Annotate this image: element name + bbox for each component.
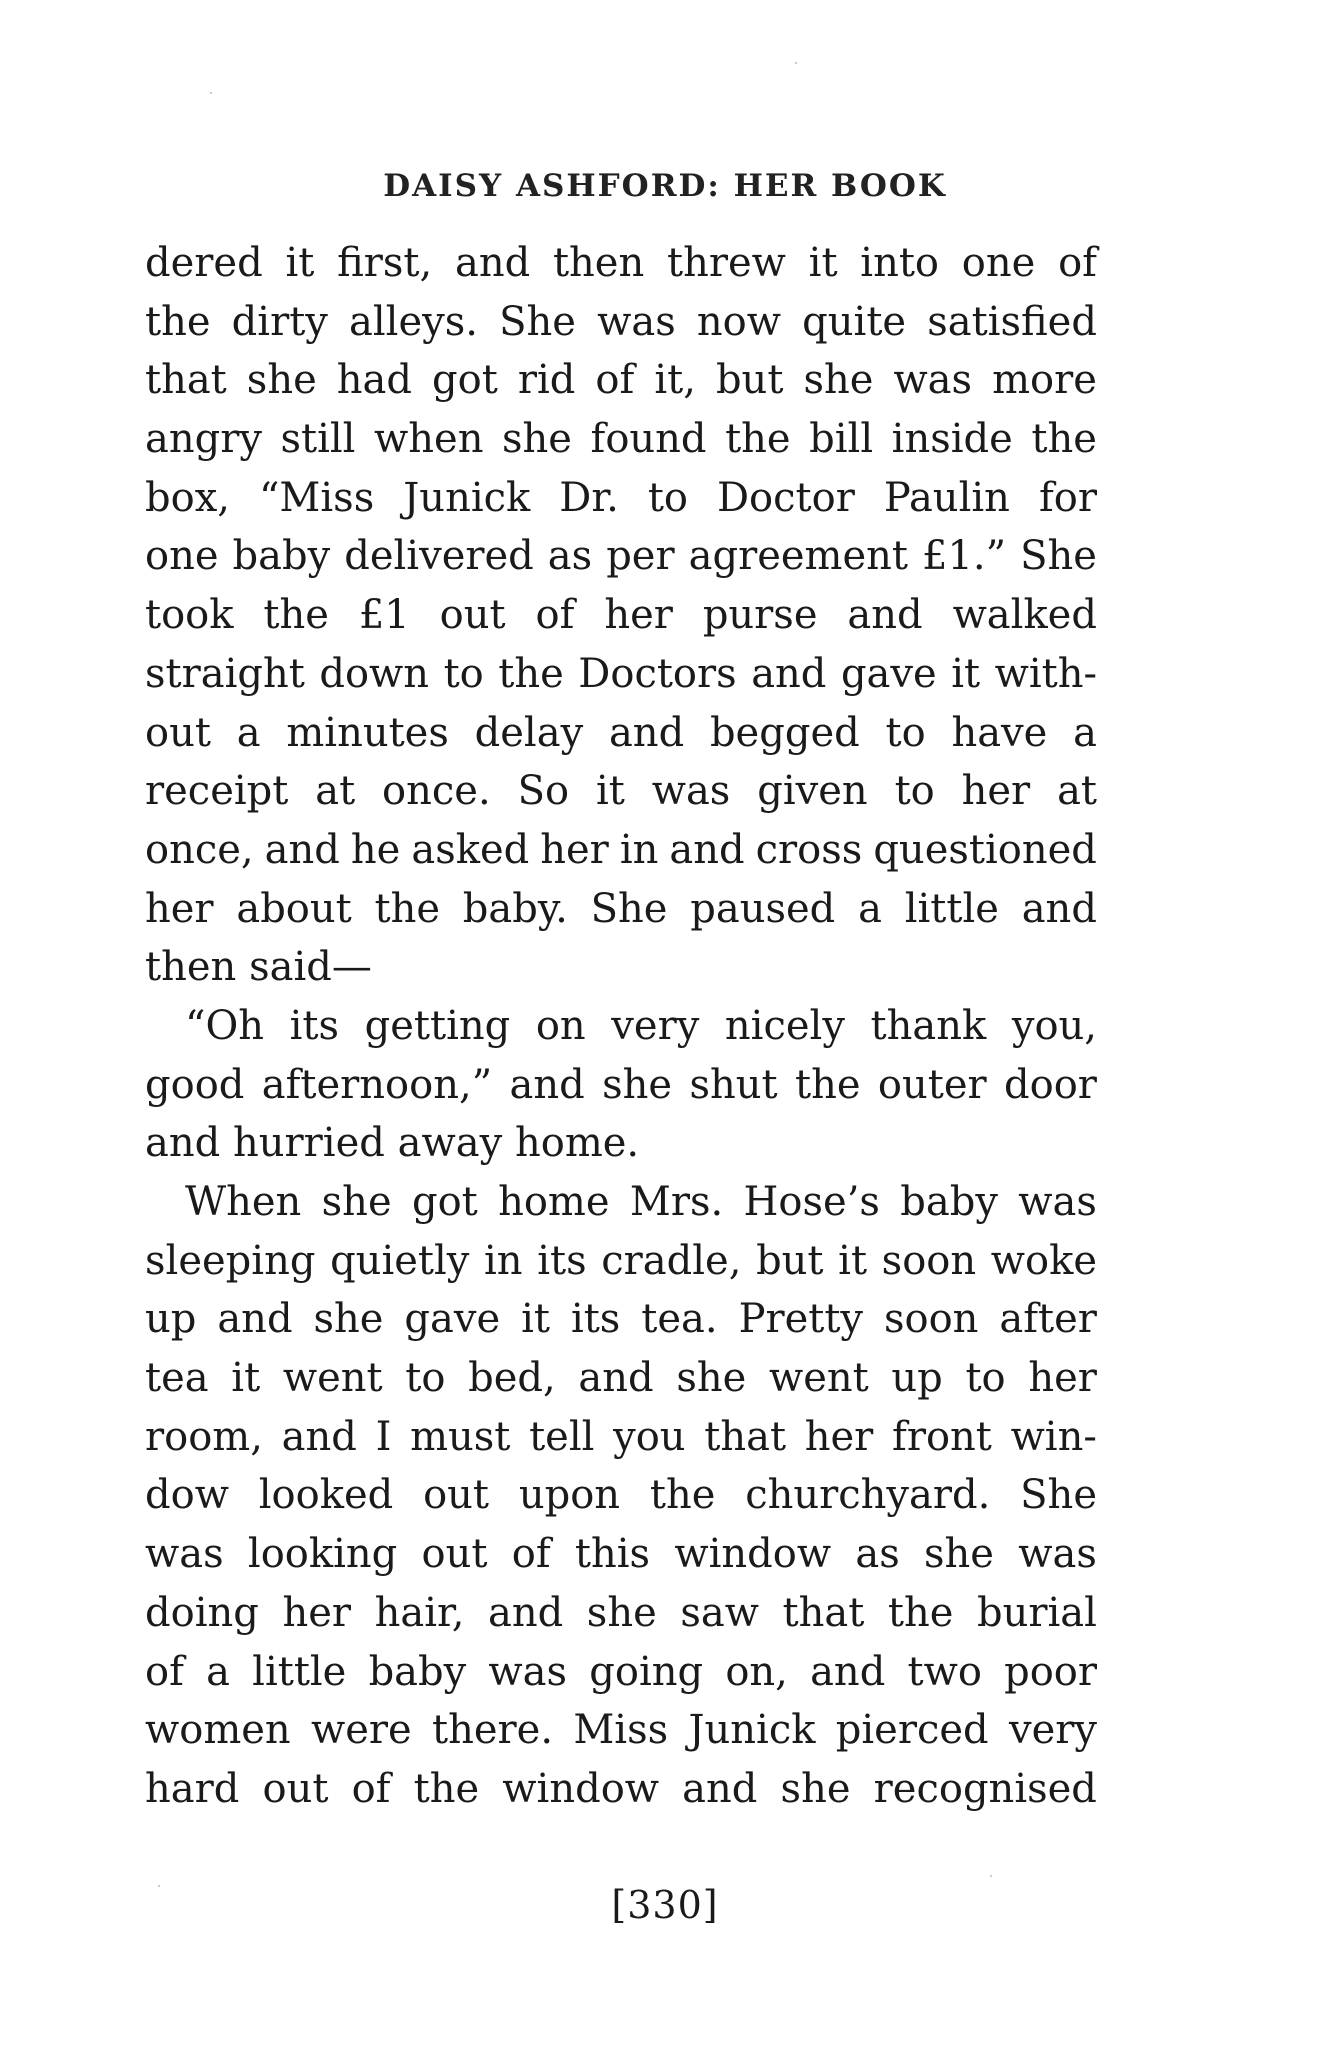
- page-number: [330]: [611, 1883, 719, 1927]
- text-line: was looking out of this window as she was: [145, 1531, 1097, 1578]
- text-line: one baby delivered as per agreement £1.” She: [145, 533, 1097, 580]
- text-line: “Oh its getting on very nicely thank you,: [185, 1002, 1097, 1049]
- text-line: box, “Miss Junick Dr. to Doctor Paulin for: [145, 474, 1097, 521]
- paper-speck: [210, 92, 212, 94]
- text-line: out a minutes delay and begged to have a: [145, 709, 1097, 756]
- paper-speck: [990, 1875, 992, 1877]
- paper-speck: [795, 62, 797, 64]
- paper-speck: [158, 1885, 160, 1887]
- text-line: tea it went to bed, and she went up to her: [145, 1355, 1097, 1402]
- text-line: then said—: [145, 944, 372, 991]
- text-line: of a little baby was going on, and two poor: [145, 1648, 1097, 1695]
- body-text: [145, 234, 1097, 1819]
- text-line: When she got home Mrs. Hose’s baby was: [185, 1179, 1097, 1225]
- text-line: the dirty alleys. She was now quite satisfied: [145, 298, 1097, 345]
- text-line: took the £1 out of her purse and walked: [145, 592, 1097, 639]
- text-line: up and she gave it its tea. Pretty soon after: [145, 1296, 1097, 1343]
- text-line: sleeping quietly in its cradle, but it soon woke: [145, 1237, 1097, 1284]
- text-line: hard out of the window and she recognised: [145, 1765, 1097, 1812]
- text-line: dow looked out upon the churchyard. She: [145, 1472, 1097, 1519]
- text-line: straight down to the Doctors and gave it with-: [145, 650, 1097, 697]
- text-line: dered it first, and then threw it into one of: [145, 240, 1097, 286]
- text-line: her about the baby. She paused a little and: [145, 885, 1097, 932]
- text-line: doing her hair, and she saw that the burial: [145, 1589, 1097, 1636]
- text-line: angry still when she found the bill inside the: [145, 416, 1097, 463]
- text-line: and hurried away home.: [145, 1120, 640, 1167]
- text-line: that she had got rid of it, but she was more: [145, 357, 1097, 404]
- text-line: room, and I must tell you that her front win-: [145, 1413, 1097, 1460]
- text-line: receipt at once. So it was given to her at: [145, 768, 1097, 815]
- running-head: DAISY ASHFORD: HER BOOK: [383, 168, 947, 204]
- text-line: good afternoon,” and she shut the outer door: [145, 1061, 1097, 1108]
- text-line: women were there. Miss Junick pierced very: [145, 1707, 1097, 1754]
- text-line: once, and he asked her in and cross questioned: [145, 826, 1097, 873]
